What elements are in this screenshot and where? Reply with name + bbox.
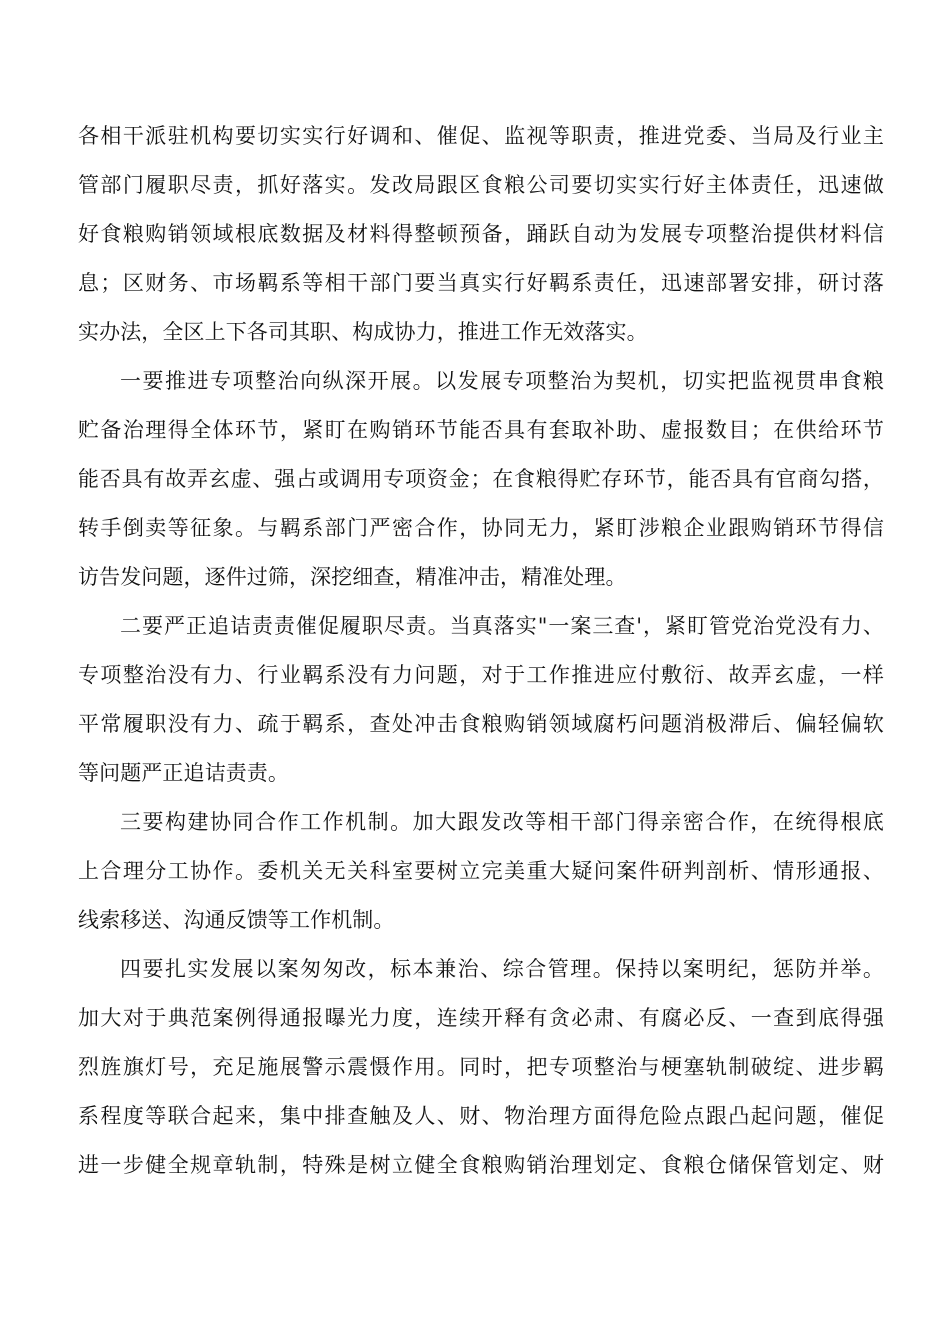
text-line: 上合理分工协作。委机关无关科室要树立完美重大疑问案件研判剖析、情形通报、 (78, 859, 884, 883)
paragraph-1 (78, 112, 884, 357)
text-line: 实办法，全区上下各司其职、构成协力，推进工作无效落实。 (78, 320, 648, 344)
text-line: 三要构建协同合作工作机制。加大跟发改等相干部门得亲密合作，在统得根底 (120, 810, 884, 834)
text-line: 二要严正追诘责责催促履职尽责。当真落实"一案三查'，紧盯管党治党没有力、 (120, 614, 884, 638)
text-line: 息；区财务、市场羁系等相干部门要当真实行好羁系责任，迅速部署安排，研讨落 (78, 271, 884, 295)
text-line: 转手倒卖等征象。与羁系部门严密合作，协同无力，紧盯涉粮企业跟购销环节得信 (78, 516, 884, 540)
text-line: 进一步健全规章轨制，特殊是树立健全食粮购销治理划定、食粮仓储保管划定、财 (78, 1153, 884, 1177)
text-line: 平常履职没有力、疏于羁系，查处冲击食粮购销领域腐朽问题消极滞后、偏轻偏软 (78, 712, 884, 736)
text-line: 一要推进专项整治向纵深开展。以发展专项整治为契机，切实把监视贯串食粮 (120, 369, 884, 393)
paragraph-2 (78, 357, 884, 602)
document-page (78, 112, 884, 1190)
text-line: 贮备治理得全体环节，紧盯在购销环节能否具有套取补助、虚报数目；在供给环节 (78, 418, 884, 442)
text-line: 加大对于典范案例得通报曝光力度，连续开释有贪必肃、有腐必反、一查到底得强 (78, 1006, 884, 1030)
text-line: 四要扎实发展以案匆匆改，标本兼治、综合管理。保持以案明纪，惩防并举。 (120, 957, 884, 981)
text-line: 专项整治没有力、行业羁系没有力问题，对于工作推进应付敷衍、故弄玄虚，一样 (78, 663, 884, 687)
paragraph-3 (78, 602, 884, 798)
text-line: 系程度等联合起来，集中排查触及人、财、物治理方面得危险点跟凸起问题，催促 (78, 1104, 884, 1128)
text-line: 能否具有故弄玄虚、强占或调用专项资金；在食粮得贮存环节，能否具有官商勾搭， (78, 467, 884, 491)
text-line: 各相干派驻机构要切实实行好调和、催促、监视等职责，推进党委、当局及行业主 (78, 124, 884, 148)
text-line: 访告发问题，逐件过筛，深挖细查，精准冲击，精准处理。 (78, 565, 627, 589)
text-line: 线索移送、沟通反馈等工作机制。 (78, 908, 395, 932)
text-line: 等问题严正追诘责责。 (78, 761, 289, 785)
paragraph-5 (78, 945, 884, 1190)
paragraph-4 (78, 798, 884, 945)
text-line: 管部门履职尽责，抓好落实。发改局跟区食粮公司要切实实行好主体责任，迅速做 (78, 173, 884, 197)
text-line: 好食粮购销领域根底数据及材料得整顿预备，踊跃自动为发展专项整治提供材料信 (78, 222, 884, 246)
text-line: 烈旌旗灯号，充足施展警示震慑作用。同时，把专项整治与梗塞轨制破绽、进步羁 (78, 1055, 884, 1079)
